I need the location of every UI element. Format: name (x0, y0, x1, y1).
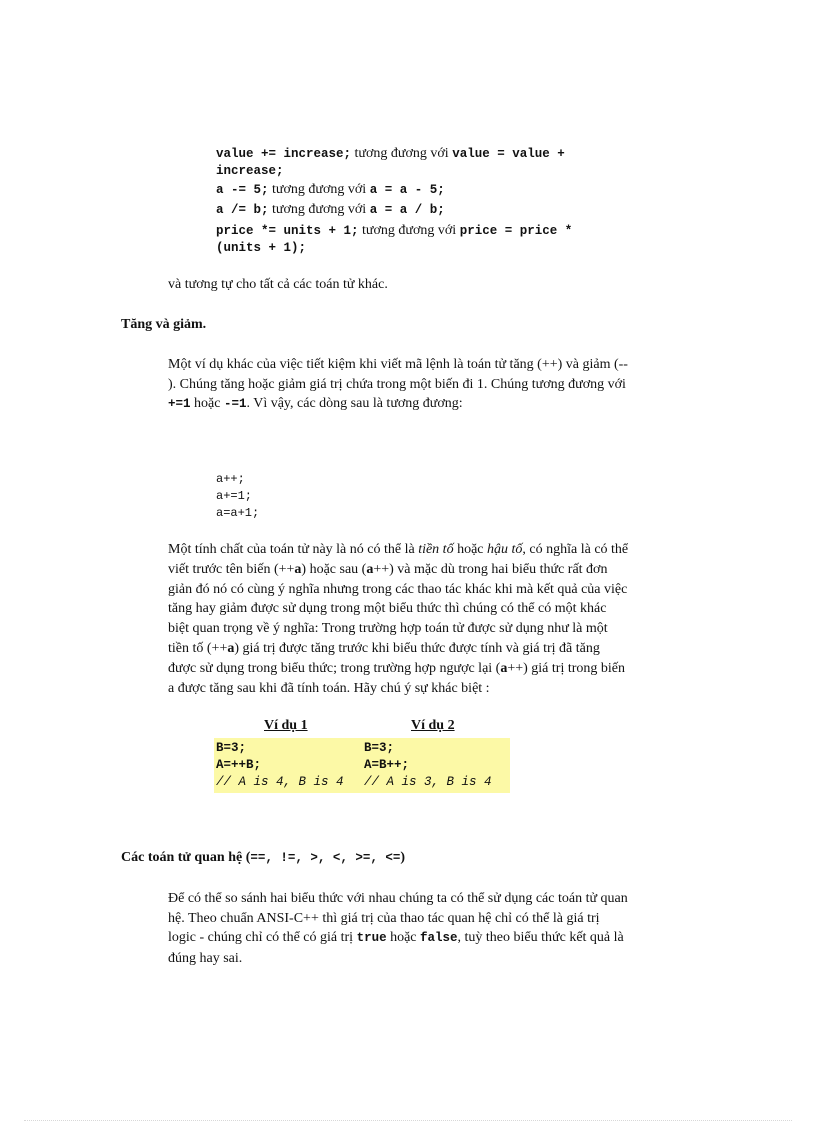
op-line-1: value += increase; tương đương với value = value + (216, 146, 565, 161)
relational-paragraph: Để có thể so sánh hai biểu thức với nhau chúng ta có thể sử dụng các toán tử quan hệ. Theo chuẩn ANSI-C++ thì giá trị của thao tác quan hệ chỉ có thể là giá trị logic - chúng chỉ có thể có giá trị true hoặc false, tuỳ theo biểu thức kết quả là đúng hay sai. (168, 891, 628, 966)
op-line-3: a /= b; tương đương với a = a / b; (216, 202, 445, 217)
page-footer-divider (24, 1120, 792, 1121)
example-2-heading: Ví dụ 2 (411, 718, 455, 733)
heading-relational-operators: Các toán tử quan hệ (==, !=, >, <, >=, <=) (121, 850, 406, 865)
similar-note: và tương tự cho tất cả các toán tử khác. (168, 277, 388, 292)
heading-increment-decrement: Tăng và giảm. (121, 317, 207, 332)
example-row: // A is 4, B is 4 // A is 3, B is 4 (216, 775, 492, 789)
incdec-code-sample: a++; a+=1; a=a+1; (216, 472, 260, 520)
example-1-heading: Ví dụ 1 (264, 718, 308, 733)
example-row: A=++B; A=B++; (216, 758, 410, 772)
op-line-2: a -= 5; tương đương với a = a - 5; (216, 182, 445, 197)
op-line-4: price *= units + 1; tương đương với price = price * (216, 223, 573, 238)
op-line-4-cont: (units + 1); (216, 241, 307, 255)
prefix-postfix-paragraph: Một tính chất của toán tử này là nó có thể là tiền tố hoặc hậu tố, có nghĩa là có thể viết trước tên biến (++a) hoặc sau (a++) và mặc dù trong hai biểu thức rất đơn giản đó nó có cùng ý nghĩa nhưng trong các thao tác khác khi mà kết quả của việc tăng hay giảm được sử dụng trong một biểu thức thì chúng có thể có một khác biệt quan trọng về ý nghĩa: Trong trường hợp toán tử được sử dụng như là một tiền tố (++a) giá trị được tăng trước khi biểu thức được tính và giá trị đã tăng được sử dụng trong biểu thức; trong trường hợp ngược lại (a++) giá trị trong biến a được tăng sau khi đã tính toán. Hãy chú ý sự khác biệt : (168, 542, 629, 696)
incdec-intro: Một ví dụ khác của việc tiết kiệm khi viết mã lệnh là toán tử tăng (++) và giảm (-- ). Chúng tăng hoặc giảm giá trị chứa trong một biến đi 1. Chúng tương đương với +=1 hoặc -=1. Vì vậy, các dòng sau là tương đương: (168, 357, 628, 412)
example-row: B=3; B=3; (216, 741, 395, 755)
op-line-1-cont: increase; (216, 164, 284, 178)
examples-table (214, 718, 510, 793)
